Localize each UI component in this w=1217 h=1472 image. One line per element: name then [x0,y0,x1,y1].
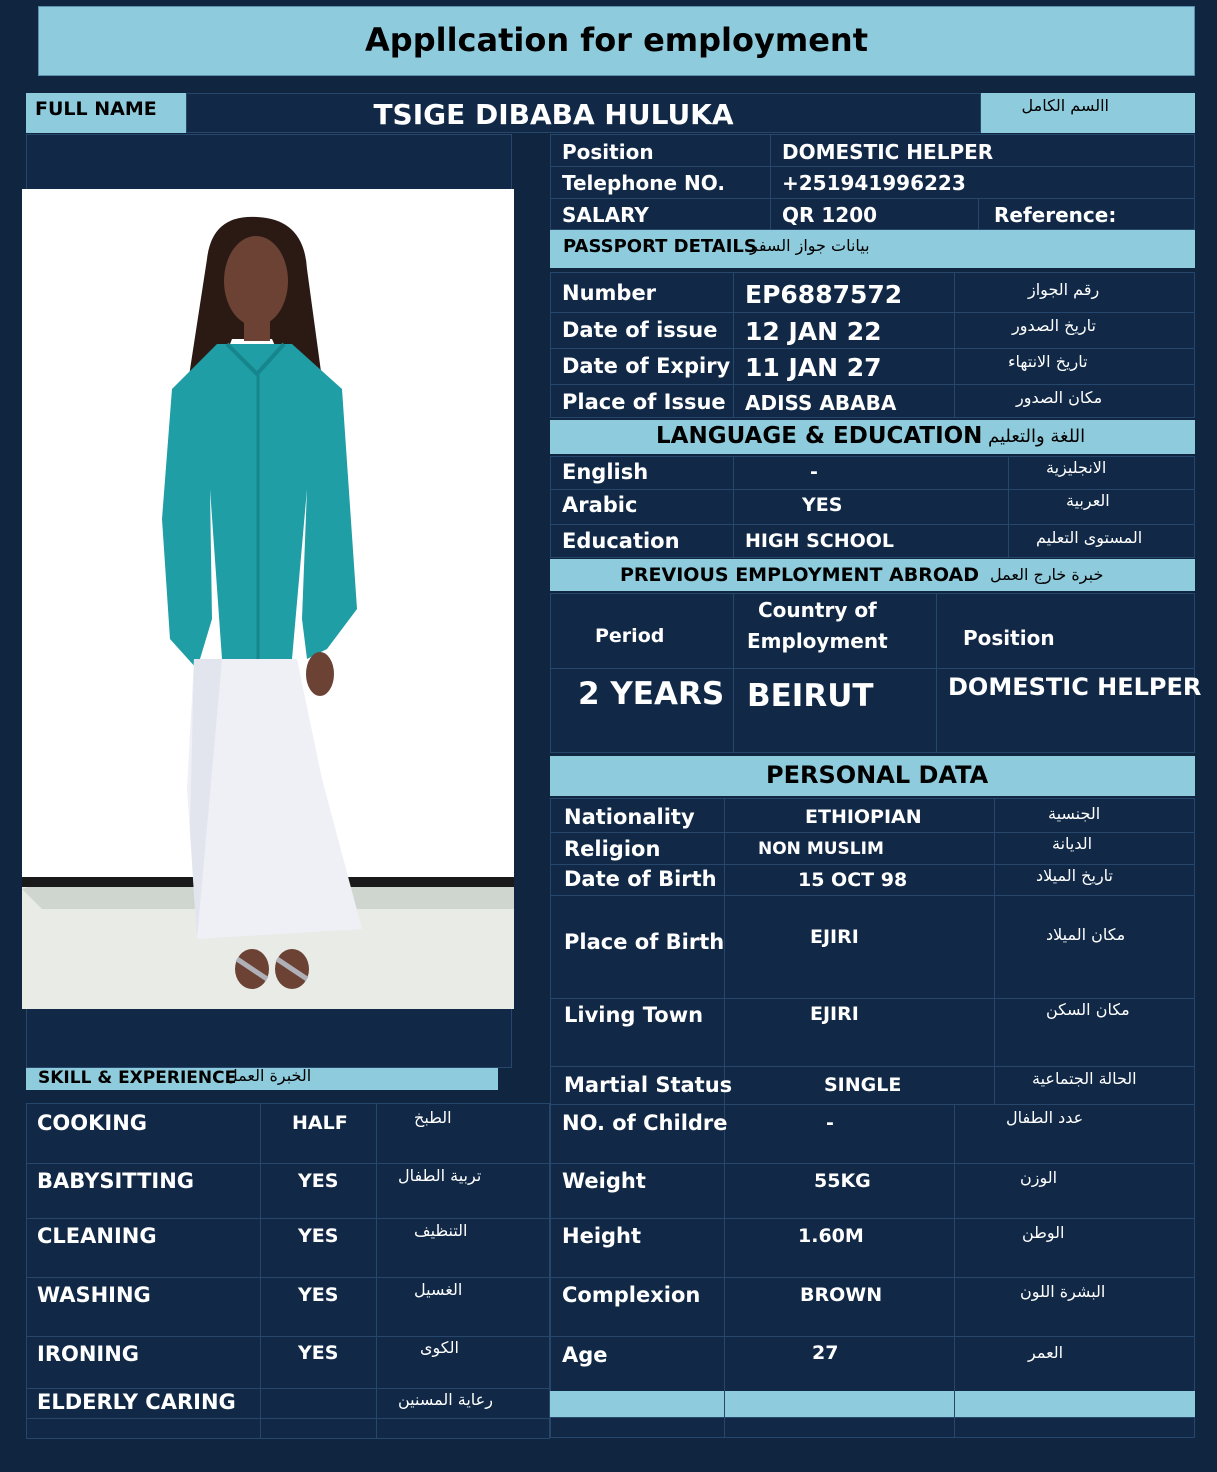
previous-col-period: Period [595,625,665,647]
personal-label: Complexion [562,1283,701,1307]
full-name-value: TSIGE DIBABA HULUKA [373,98,734,131]
children-value: - [826,1112,834,1134]
passport-label: Date of Expiry [562,354,731,378]
passport-arabic: تاريخ الانتهاء [1008,352,1088,371]
passport-arabic: مكان الصدور [1016,388,1103,407]
personal-header-text: PERSONAL DATA [766,761,989,789]
passport-header [550,230,1195,268]
language-arabic: المستوى التعليم [1036,528,1143,547]
personal-arabic: الحالة الجتماعية [1032,1069,1137,1088]
previous-col-country-line1: Country of [758,598,877,622]
personal-footer-band [550,1391,1195,1417]
language-label: Education [562,529,680,553]
personal-label: Religion [564,837,661,861]
personal-arabic: مكان السكن [1046,1000,1130,1019]
passport-label: Number [562,281,657,305]
telephone-label: Telephone NO. [562,171,725,195]
personal-arabic: مكان الميلاد [1046,925,1126,944]
passport-expiry-date: 11 JAN 27 [745,353,882,382]
living-town-value: EJIRI [810,1003,859,1025]
skills-header [26,1068,498,1090]
full-name-label-cell [26,93,186,133]
passport-header-text: PASSPORT DETAILS [563,236,757,257]
language-value: - [810,461,818,483]
position-value: DOMESTIC HELPER [782,140,994,164]
skill-label: BABYSITTING [37,1169,195,1193]
language-header-text: LANGUAGE & EDUCATION [656,423,983,449]
skill-arabic: الكوى [420,1338,459,1357]
height-value: 1.60M [798,1225,864,1247]
language-value: HIGH SCHOOL [745,530,895,552]
skill-arabic: التنظيف [414,1221,468,1240]
complexion-value: BROWN [800,1284,883,1306]
reference-label: Reference: [994,203,1117,227]
passport-arabic: رقم الجواز [1028,280,1100,299]
personal-label: Age [562,1343,608,1367]
previous-col-position: Position [963,626,1055,650]
salary-label: SALARY [562,203,649,227]
page-title: Appllcation for employment [365,21,868,59]
full-name-arabic: االسم الكامل [1021,96,1109,115]
skill-label: ELDERLY CARING [37,1390,236,1414]
weight-value: 55KG [814,1170,871,1192]
personal-label: Martial Status [564,1073,733,1097]
skills-header-text: SKILL & EXPERIENCE [38,1068,237,1088]
personal-arabic: العمر [1028,1343,1064,1362]
title-banner [38,6,1195,76]
personal-label: Date of Birth [564,867,717,891]
personal-arabic: الجنسية [1048,804,1101,823]
full-name-value-cell [186,93,981,133]
personal-arabic: عدد الطفال [1006,1108,1084,1127]
language-label: Arabic [562,493,638,517]
skill-label: IRONING [37,1342,140,1366]
passport-issue-place: ADISS ABABA [745,391,897,415]
previous-employment-header [550,559,1195,591]
personal-arabic: تاريخ الميلاد [1036,866,1113,885]
religion-value: NON MUSLIM [758,839,884,859]
skill-value: YES [298,1284,339,1306]
full-name-arabic-cell [981,93,1195,133]
telephone-value: +251941996223 [782,171,966,195]
passport-arabic: تاريخ الصدور [1012,316,1096,335]
birthplace-value: EJIRI [810,926,859,948]
language-arabic: الانجليزية [1046,458,1107,477]
previous-position: DOMESTIC HELPER [948,673,1202,701]
previous-header-arabic: خبرة خارج العمل [990,565,1104,584]
nationality-value: ETHIOPIAN [805,806,922,828]
passport-number: EP6887572 [745,280,903,309]
skill-value: YES [298,1342,339,1364]
language-label: English [562,460,649,484]
skill-value: YES [298,1225,339,1247]
personal-label: NO. of Childre [562,1111,728,1135]
personal-label: Weight [562,1169,646,1193]
skills-header-arabic: الخبرة العمل [226,1066,312,1085]
skill-arabic: الطبخ [414,1108,452,1127]
previous-period: 2 YEARS [578,676,725,712]
full-name-label: FULL NAME [35,98,157,120]
personal-arabic: الديانة [1052,834,1093,853]
language-header-arabic: اللغة والتعليم [988,426,1086,447]
skill-label: WASHING [37,1283,151,1307]
skill-value: YES [298,1170,339,1192]
skill-value: HALF [292,1112,348,1134]
dob-value: 15 OCT 98 [798,869,908,891]
passport-issue-date: 12 JAN 22 [745,317,882,346]
salary-value: QR 1200 [782,203,878,227]
personal-arabic: الوطن [1022,1223,1065,1242]
personal-label: Nationality [564,805,695,829]
passport-label: Date of issue [562,318,718,342]
previous-col-country-line2: Employment [747,629,888,653]
marital-status-value: SINGLE [824,1074,902,1096]
language-header [550,420,1195,454]
skill-label: CLEANING [37,1224,157,1248]
passport-header-arabic: بيانات جواز السفر [750,236,870,255]
skill-arabic: تربية الطفال [398,1166,482,1185]
previous-header-text: PREVIOUS EMPLOYMENT ABROAD [620,564,979,586]
personal-arabic: الوزن [1020,1168,1058,1187]
passport-label: Place of Issue [562,390,726,414]
applicant-photo [22,189,514,1009]
personal-label: Living Town [564,1003,704,1027]
age-value: 27 [812,1342,839,1364]
personal-arabic: البشرة اللون [1020,1282,1106,1301]
personal-data-header [550,756,1195,796]
personal-label: Place of Birth [564,930,725,954]
previous-country: BEIRUT [747,678,874,714]
skill-arabic: الغسيل [414,1280,463,1299]
language-value: YES [802,494,843,516]
position-label: Position [562,140,654,164]
language-arabic: العربية [1066,491,1110,510]
skill-label: COOKING [37,1111,148,1135]
personal-label: Height [562,1224,642,1248]
skill-arabic: رعاية المسنين [398,1390,493,1409]
